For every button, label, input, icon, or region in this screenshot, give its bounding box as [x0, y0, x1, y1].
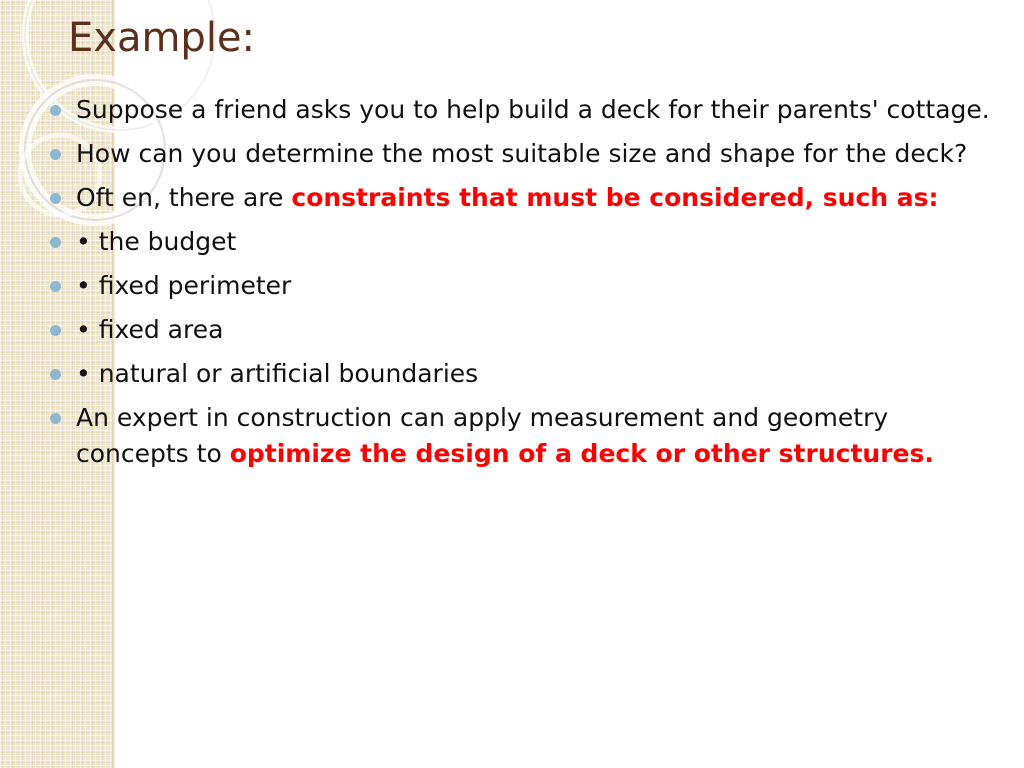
bullet-text: • natural or artificial boundaries — [76, 359, 479, 388]
bullet-text: Suppose a friend asks you to help build a deck for their parents' cottage. — [76, 95, 990, 124]
list-item — [48, 180, 1008, 216]
list-item — [48, 92, 1008, 128]
bullet-dot-icon — [50, 193, 61, 204]
bullet-text: Oft en, there are — [76, 183, 292, 212]
bullet-dot-icon — [50, 149, 61, 160]
bullet-dot-icon — [50, 237, 61, 248]
list-item — [48, 312, 1008, 348]
slide-title: Example: — [68, 15, 256, 61]
bullet-list — [48, 92, 1008, 480]
highlighted-text: constraints that must be considered, such as: — [291, 183, 939, 212]
list-item — [48, 356, 1008, 392]
bullet-dot-icon — [50, 281, 61, 292]
bullet-text: • the budget — [76, 227, 237, 256]
bullet-text: An expert in construction can apply measurement and geometry concepts to — [76, 403, 889, 468]
highlighted-text: optimize the design of a deck or other structures. — [229, 439, 934, 468]
list-item — [48, 224, 1008, 260]
bullet-text: • fixed perimeter — [76, 271, 292, 300]
list-item — [48, 136, 1008, 172]
bullet-text: • fixed area — [76, 315, 224, 344]
bullet-dot-icon — [50, 105, 61, 116]
bullet-dot-icon — [50, 413, 61, 424]
list-item — [48, 268, 1008, 304]
bullet-dot-icon — [50, 369, 61, 380]
bullet-text: How can you determine the most suitable size and shape for the deck? — [76, 139, 968, 168]
bullet-dot-icon — [50, 325, 61, 336]
list-item — [48, 400, 1008, 472]
